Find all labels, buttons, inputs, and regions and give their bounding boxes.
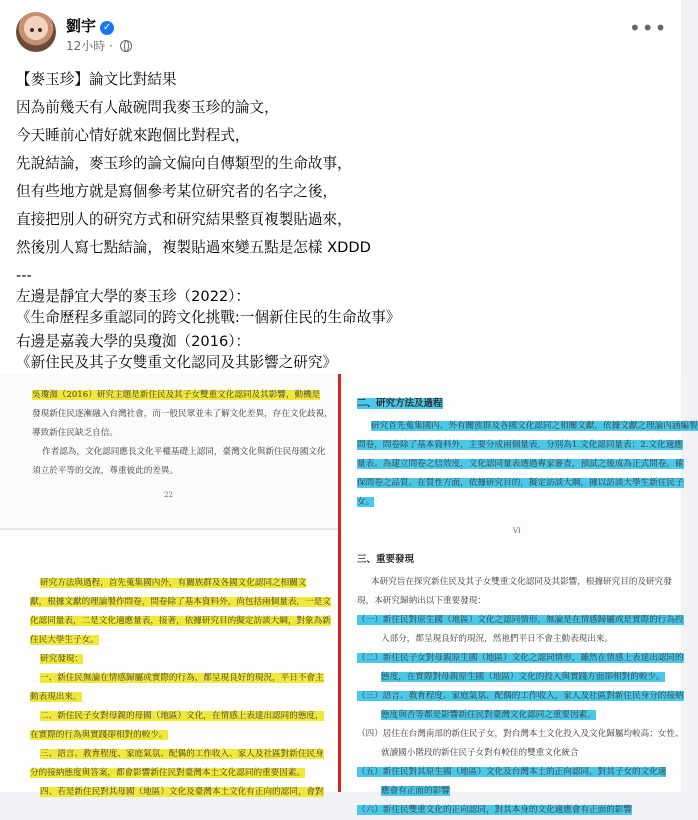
doc-line: 就讀國小階段的新住民子女對有較佳的雙重文化統合 (381, 748, 579, 758)
section-heading: 三、重要發現 (357, 554, 415, 565)
doc-line: （一）新住民對原生國（地區）文化之認同情形，無論是在情感歸屬或是實際的行為投 (357, 615, 684, 625)
verified-badge-icon: ✓ (100, 21, 114, 35)
author-name-line (66, 15, 114, 36)
post-line: 今天睡前心情好就來跑個比對程式， (16, 127, 250, 144)
left-thesis-page-top[interactable] (0, 374, 338, 528)
doc-line: 本研究旨在探究新住民及其子女雙重文化認同及其影響，根據研究目的及研究發 (371, 577, 672, 587)
post-line: 【麥玉珍】論文比對結果 (16, 71, 177, 88)
doc-line: 現，本研究歸納出以下重要發現： (357, 596, 486, 606)
doc-line: 發現新住民逐漸融入台灣社會，而一般民眾並未了解文化差異，存在文化歧視， (32, 409, 333, 419)
doc-line: （四）居住在台灣南部的新住民子女，對台灣本土文化投入及文化歸屬均較高；女性、 (357, 729, 684, 739)
post-header (16, 12, 668, 58)
page-number: 22 (164, 491, 173, 499)
doc-line: 作者認為，文化認同應長文化平權基礎上認同，臺灣文化與新住民母國文化 (42, 447, 326, 457)
right-thesis-page[interactable] (341, 374, 698, 815)
doc-line: 量表。為建立問卷之信效度，文化認同量表透過專家審查，預試之後成為正式問卷，確 (357, 459, 684, 469)
section-heading: 二、研究方法及過程 (357, 398, 443, 409)
doc-line: （三）語言、教育程度、家庭氣氛、配偶的工作收入，家人及社區對新住民身分的接納 (357, 691, 684, 701)
post-time[interactable]: 12小時 (66, 39, 106, 53)
post-image-grid[interactable] (0, 374, 698, 815)
doc-line: （六）新住民雙重文化的正向認同，對其本身的文化適應會有正面的影響 (357, 805, 633, 815)
doc-line: 三、語言、教育程度、家庭氣氛、配偶的工作收入、家人及社區對新住民身 (40, 749, 324, 759)
post-body (16, 66, 666, 373)
doc-line: 住民大學生子女。 (30, 635, 99, 645)
doc-line: 研究方法與過程，首先蒐集國內外，有關族群及各國文化認同之相關文 (40, 578, 307, 588)
right-source-title: 《新住民及其子女雙重文化認同及其影響之研究》 (16, 354, 338, 371)
post-line: 然後別人寫七點結論，複製貼過來變五點是怎樣 XDDD (16, 239, 371, 256)
doc-line: 女。 (357, 497, 375, 507)
doc-line: 須立於平等的交流，尊重彼此的差異。 (32, 466, 179, 476)
left-source-label: 左邊是靜宜大學的麥玉珍（2022）： (16, 288, 251, 305)
globe-icon (120, 40, 132, 52)
doc-line: 動表現出來。 (30, 692, 82, 702)
post-meta: 12小時 · (66, 37, 132, 54)
post-line: 直接把別人的研究方式和研究結果整頁複製貼過來， (16, 211, 352, 228)
doc-line: 研究發現： (40, 654, 83, 664)
doc-line: 研究首先蒐集國內、外有關族群及各國文化認同之相關文獻，依據文獻之理論內涵編製 (371, 421, 698, 431)
author-name[interactable]: 劉宇 (66, 17, 97, 35)
left-thesis-page-bottom[interactable] (0, 530, 338, 797)
doc-line: 應會有正面的影響 (381, 786, 450, 796)
post-line: 但有些地方就是寫個參考某位研究者的名字之後， (16, 183, 338, 200)
separator: --- (16, 267, 32, 284)
doc-line: 導致新住民缺乏自信。 (32, 428, 118, 438)
doc-line: 分的接納態度與答案，都會影響新住民對臺灣本土文化認同的重要因素。 (30, 768, 306, 778)
doc-line: 吳瓊洳（2016）研究主題是新住民及其子女雙重文化認同及其影響，動機是 (32, 390, 321, 400)
doc-line: 四、若是新住民對其母國（地區）文化及臺灣本土文化有正向的認同，會對 (40, 787, 324, 797)
doc-line: 獻，根據文獻的理論製作問卷，問卷除了基本資料外，尚包括兩個量表，一是文 (30, 597, 331, 607)
doc-line: （二）新住民子女對母親原生國（地區）文化之認同情形，雖然在情感上表達出認同的 (357, 653, 684, 663)
doc-line: 二、新住民子女對母親的母國（地區）文化，在情感上表達出認同的態度， (40, 711, 324, 721)
page-number: VI (513, 527, 521, 535)
post-line: 因為前幾天有人敲碗問我麥玉珍的論文， (16, 99, 279, 116)
doc-line: 態度與否等都是影響新住民對臺灣文化認同之重要因素。 (381, 710, 596, 720)
doc-line: 入部分，都呈現良好的現況，然祂們平日不會主動表現出來。 (381, 634, 614, 644)
avatar[interactable] (16, 12, 56, 52)
doc-line: （五）新住民對其原生國（地區）文化及台灣本土的正向認同，對其子女的文化適 (357, 767, 667, 777)
doc-line: 一、新住民無論在情感歸屬或實際的行為，都呈現良好的現況，平日不會主 (40, 673, 324, 683)
doc-line: 態度，在實際對母親原生國（地區）文化的投入與實踐方面卻相對的較少。 (381, 672, 665, 682)
doc-line: 在實際的行為與實踐卻相對的較少。 (30, 730, 168, 740)
left-source-title: 《生命歷程多重認同的跨文化挑戰:一個新住民的生命故事》 (16, 309, 401, 326)
doc-line: 保問卷之品質。在質性方面，依據研究目的，擬定訪談大綱，據以訪談大學生新住民子 (357, 478, 684, 488)
doc-line: 化認同量表，二是文化適應量表，接著，依據研究目的擬定訪談大綱，對象為新 (30, 616, 331, 626)
right-source-label: 右邊是嘉義大學的吳瓊洳（2016）： (16, 333, 251, 350)
more-options-icon[interactable]: ••• (629, 16, 668, 40)
doc-line: 問卷，問卷除了基本資料外，主要分成兩個量表，分別為1.文化認同量表；2.文化適應 (357, 440, 683, 450)
post-line: 先說結論，麥玉珍的論文偏向自傳類型的生命故事， (16, 155, 352, 172)
